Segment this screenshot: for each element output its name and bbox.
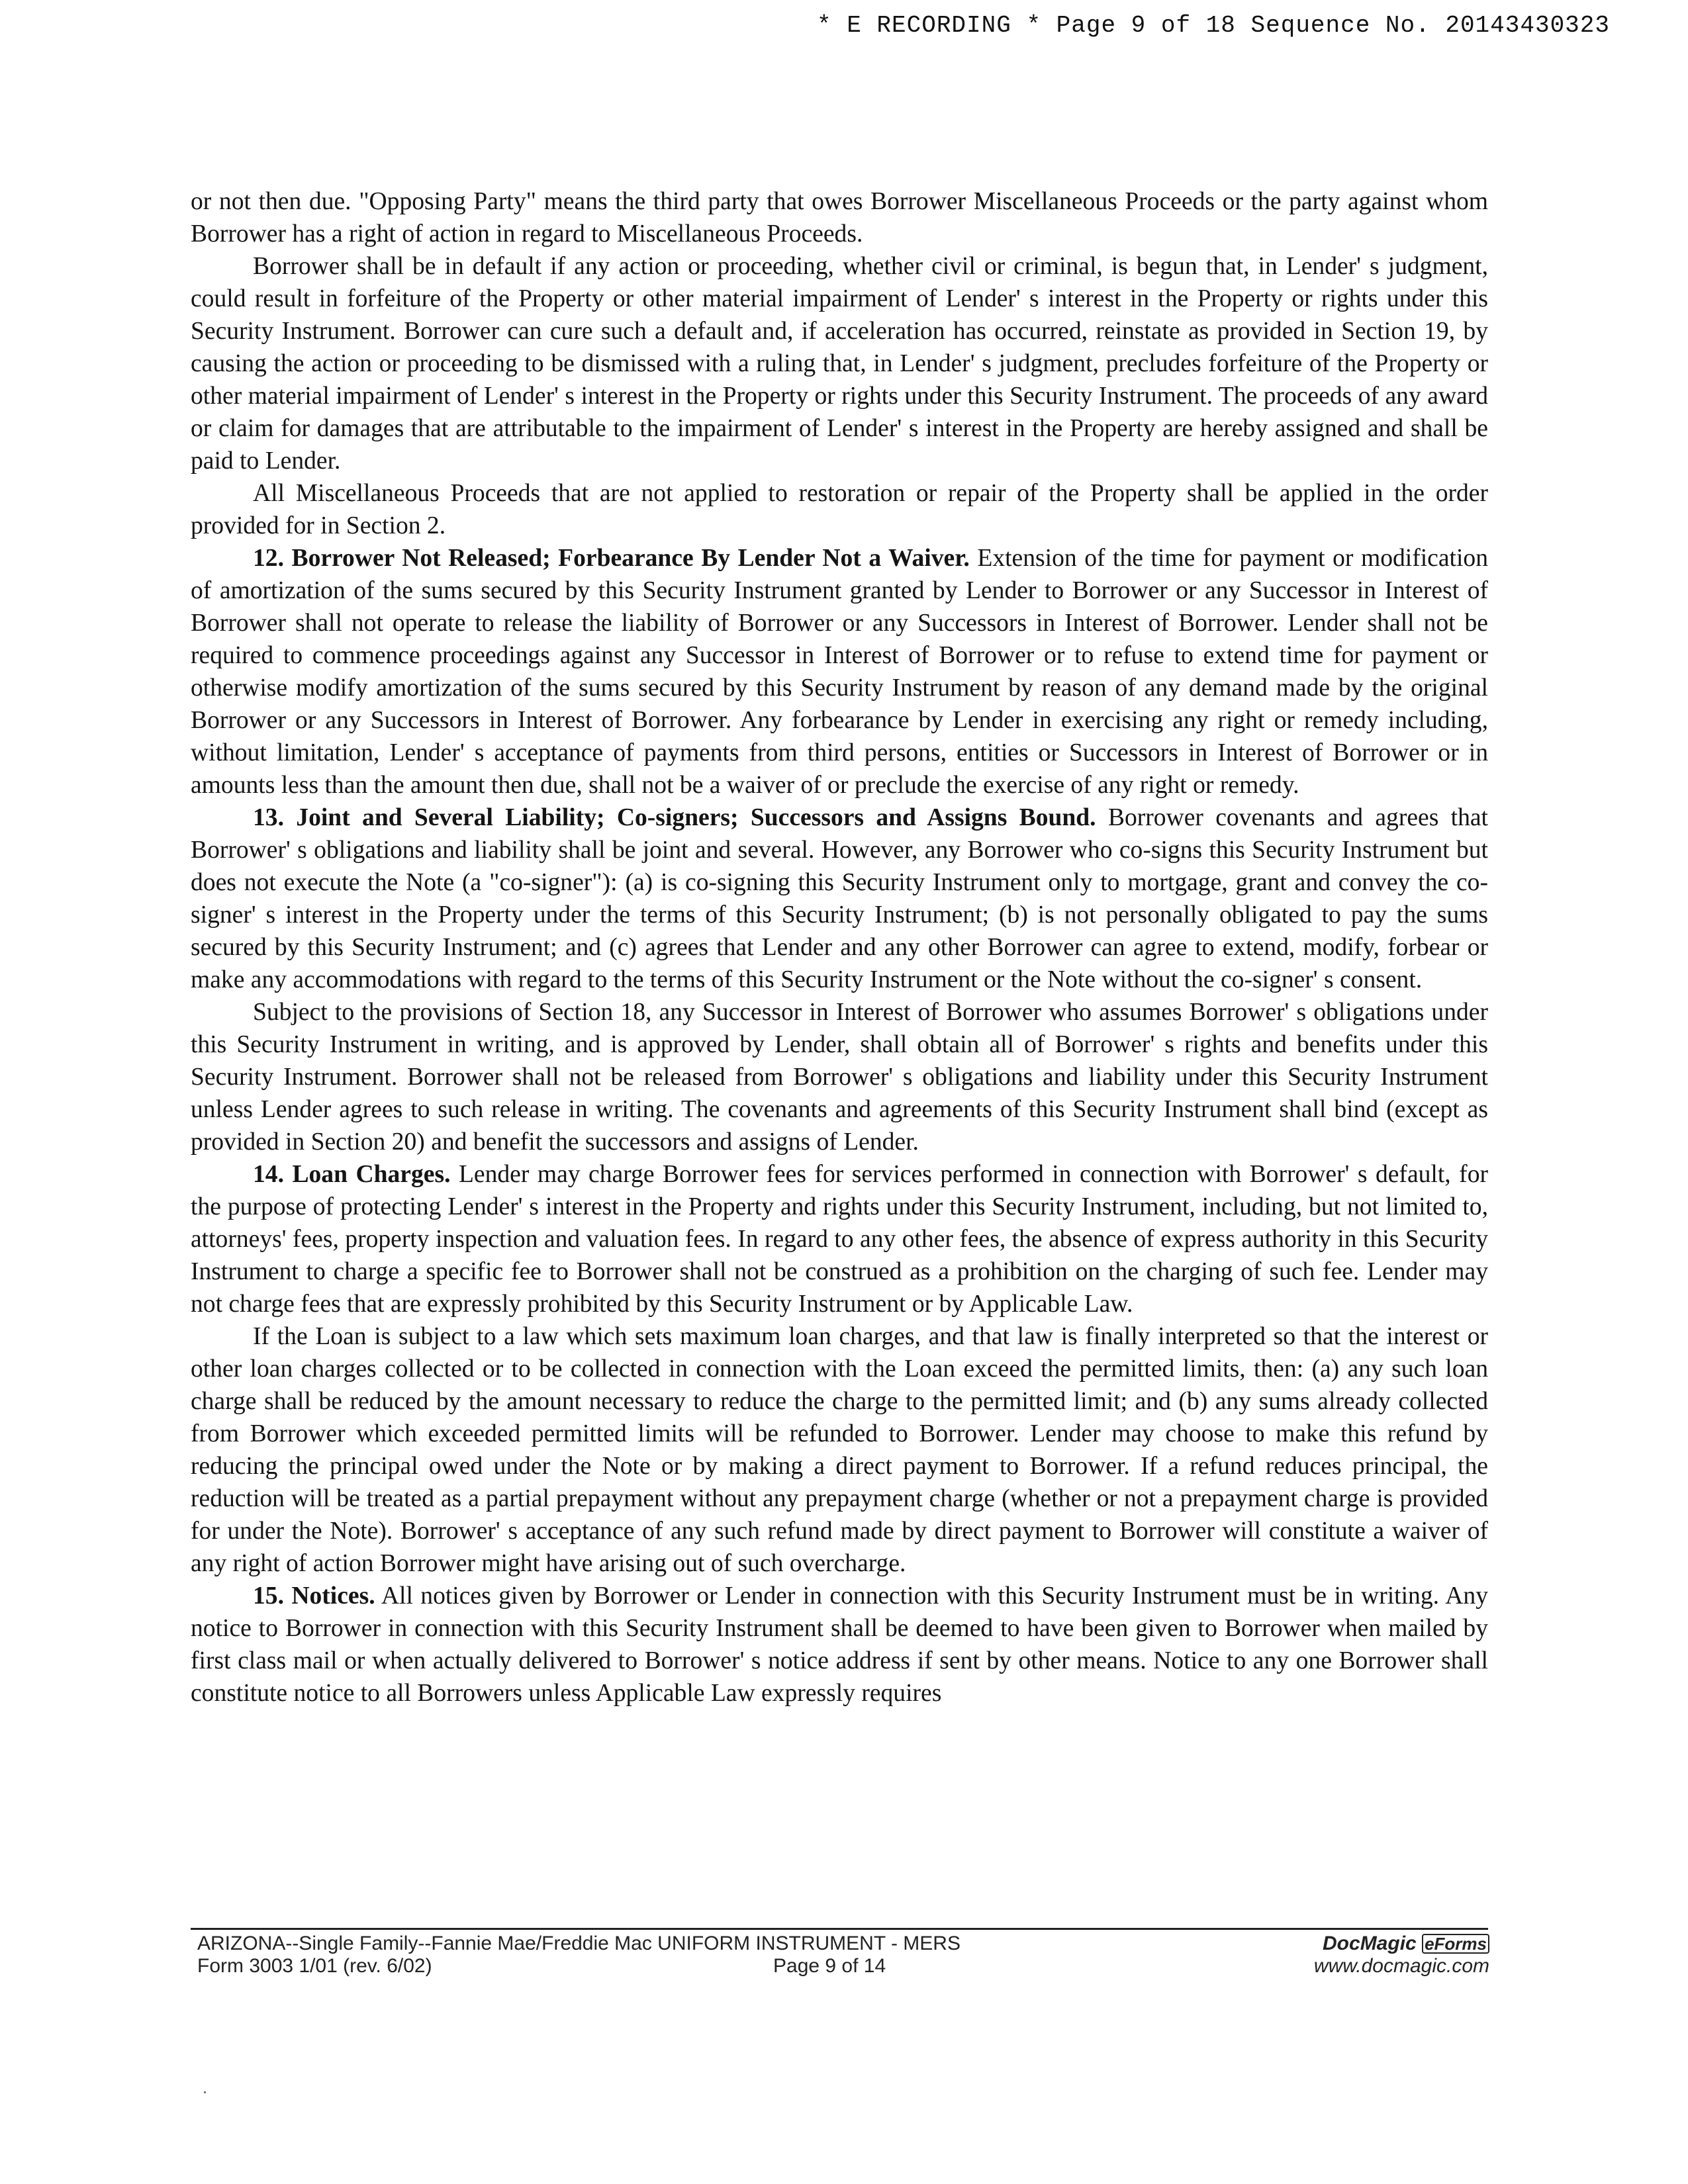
paragraph-successor-in-interest: [191, 996, 1488, 1158]
section-13-joint-several-liability: [191, 801, 1488, 996]
footer-page-number: Page 9 of 14: [773, 1955, 886, 1977]
recording-header: * E RECORDING * Page 9 of 18 Sequence No. 20143430323: [817, 12, 1610, 39]
footer-form-title: ARIZONA--Single Family--Fannie Mae/Freddie Mac UNIFORM INSTRUMENT - MERS: [197, 1933, 961, 1954]
brand-suffix: Forms: [1434, 1934, 1487, 1954]
paragraph-text: Extension of the time for payment or modification of amortization of the sums secured by this Security Instrument granted by Lender to Borrower or any Successor in Interest of Borrower shall not operate to release the liability of Borrower or any Successors in Interest of Borrower. Lender shall not be required to commence proceedings against any Successor in Interest of Borrower or to refuse to extend time for payment or otherwise modify amortization of the sums secured by this Security Instrument by reason of any demand made by the original Borrower or any Successors in Interest of Borrower. Any forbearance by Lender in exercising any right or remedy including, without limitation, Lender' s acceptance of payments from third persons, entities or Successors in Interest of Borrower or in amounts less than the amount then due, shall not be a waiver of or preclude the exercise of any right or remedy.: [191, 545, 1488, 799]
section-12-borrower-not-released: [191, 542, 1488, 801]
scan-artifact: [204, 2091, 206, 2093]
document-body: [191, 185, 1488, 1709]
paragraph-text: Borrower covenants and agrees that Borrower' s obligations and liability shall be joint and several. However, any Borrower who co-signs this Security Instrument but does not execute the Note (a "co-signer"): (a) is co-signing this Security Instrument only to mortgage, grant and convey the co-signer' s interest in the Property under the terms of this Security Instrument; (b) is not personally obligated to pay the sums secured by this Security Instrument; and (c) agrees that Lender and any other Borrower can agree to extend, modify, forbear or make any accommodations with regard to the terms of this Security Instrument or the Note without the co-signer' s consent.: [191, 804, 1488, 993]
brand-logo: [1314, 1933, 1489, 1955]
section-heading: 12. Borrower Not Released; Forbearance By Lender Not a Waiver.: [253, 545, 970, 572]
paragraph-text: Subject to the provisions of Section 18, any Successor in Interest of Borrower who assumes Borrower' s obligations under this Security Instrument in writing, and is approved by Lender, shall obtain all of Borrower' s rights and benefits under this Security Instrument. Borrower shall not be released from Borrower' s obligations and liability under this Security Instrument unless Lender agrees to such release in writing. The covenants and agreements of this Security Instrument shall bind (except as provided in Section 20) and benefit the successors and assigns of Lender.: [191, 999, 1488, 1156]
footer-brand: [1314, 1933, 1489, 1978]
paragraph-text: Lender may charge Borrower fees for services performed in connection with Borrower' s default, for the purpose of protecting Lender' s interest in the Property and rights under this Security Instrument, including, but not limited to, attorneys' fees, property inspection and valuation fees. In regard to any other fees, the absence of express authority in this Security Instrument to charge a specific fee to Borrower shall not be construed as a prohibition on the charging of such fee. Lender may not charge fees that are expressly prohibited by this Security Instrument or by Applicable Law.: [191, 1161, 1488, 1318]
paragraph-text: If the Loan is subject to a law which sets maximum loan charges, and that law is finally interpreted so that the interest or other loan charges collected or to be collected in connection with the Loan exceed the permitted limits, then: (a) any such loan charge shall be reduced by the amount necessary to reduce the charge to the permitted limit; and (b) any sums already collected from Borrower which exceeded permitted limits will be refunded to Borrower. Lender may choose to make this refund by reducing the principal owed under the Note or by making a direct payment to Borrower. If a refund reduces principal, the reduction will be treated as a partial prepayment without any prepayment charge (whether or not a prepayment charge is provided for under the Note). Borrower' s acceptance of any such refund made by direct payment to Borrower will constitute a waiver of any right of action Borrower might have arising out of such overcharge.: [191, 1323, 1488, 1577]
section-14-loan-charges: [191, 1158, 1488, 1320]
paragraph-maximum-loan-charges: [191, 1320, 1488, 1580]
brand-name: DocMagic: [1323, 1933, 1417, 1954]
section-heading: 14. Loan Charges.: [253, 1161, 451, 1188]
brand-eforms-mark: eForms: [1422, 1934, 1489, 1954]
footer-form-number: Form 3003 1/01 (rev. 6/02): [197, 1955, 432, 1977]
section-heading: 13. Joint and Several Liability; Co-signers; Successors and Assigns Bound.: [253, 804, 1096, 831]
paragraph-default-proceedings: [191, 250, 1488, 477]
paragraph-text: or not then due. "Opposing Party" means the third party that owes Borrower Miscellaneous Proceeds or the party against whom Borrower has a right of action in regard to Miscellaneous Proceeds.: [191, 188, 1488, 248]
section-15-notices: [191, 1580, 1488, 1709]
footer-divider: [191, 1928, 1488, 1930]
paragraph-text: All notices given by Borrower or Lender in connection with this Security Instrument must be in writing. Any notice to Borrower in connection with this Security Instrument shall be deemed to have been given to Borrower when mailed by first class mail or when actually delivered to Borrower' s notice address if sent by other means. Notice to any one Borrower shall constitute notice to all Borrowers unless Applicable Law expressly requires: [191, 1582, 1489, 1707]
paragraph-opposing-party-continued: [191, 185, 1488, 250]
paragraph-misc-proceeds-order: [191, 477, 1488, 542]
brand-website: www.docmagic.com: [1313, 1955, 1489, 1977]
paragraph-text: All Miscellaneous Proceeds that are not applied to restoration or repair of the Property shall be applied in the order provided for in Section 2.: [191, 480, 1488, 539]
paragraph-text: Borrower shall be in default if any action or proceeding, whether civil or criminal, is begun that, in Lender' s judgment, could result in forfeiture of the Property or other material impairment of Lender' s interest in the Property or rights under this Security Instrument. Borrower can cure such a default and, if acceleration has occurred, reinstate as provided in Section 19, by causing the action or proceeding to be dismissed with a ruling that, in Lender' s judgment, precludes forfeiture of the Property or other material impairment of Lender' s interest in the Property or rights under this Security Instrument. The proceeds of any award or claim for damages that are attributable to the impairment of Lender' s interest in the Property are hereby assigned and shall be paid to Lender.: [191, 253, 1488, 475]
section-heading: 15. Notices.: [253, 1582, 375, 1610]
